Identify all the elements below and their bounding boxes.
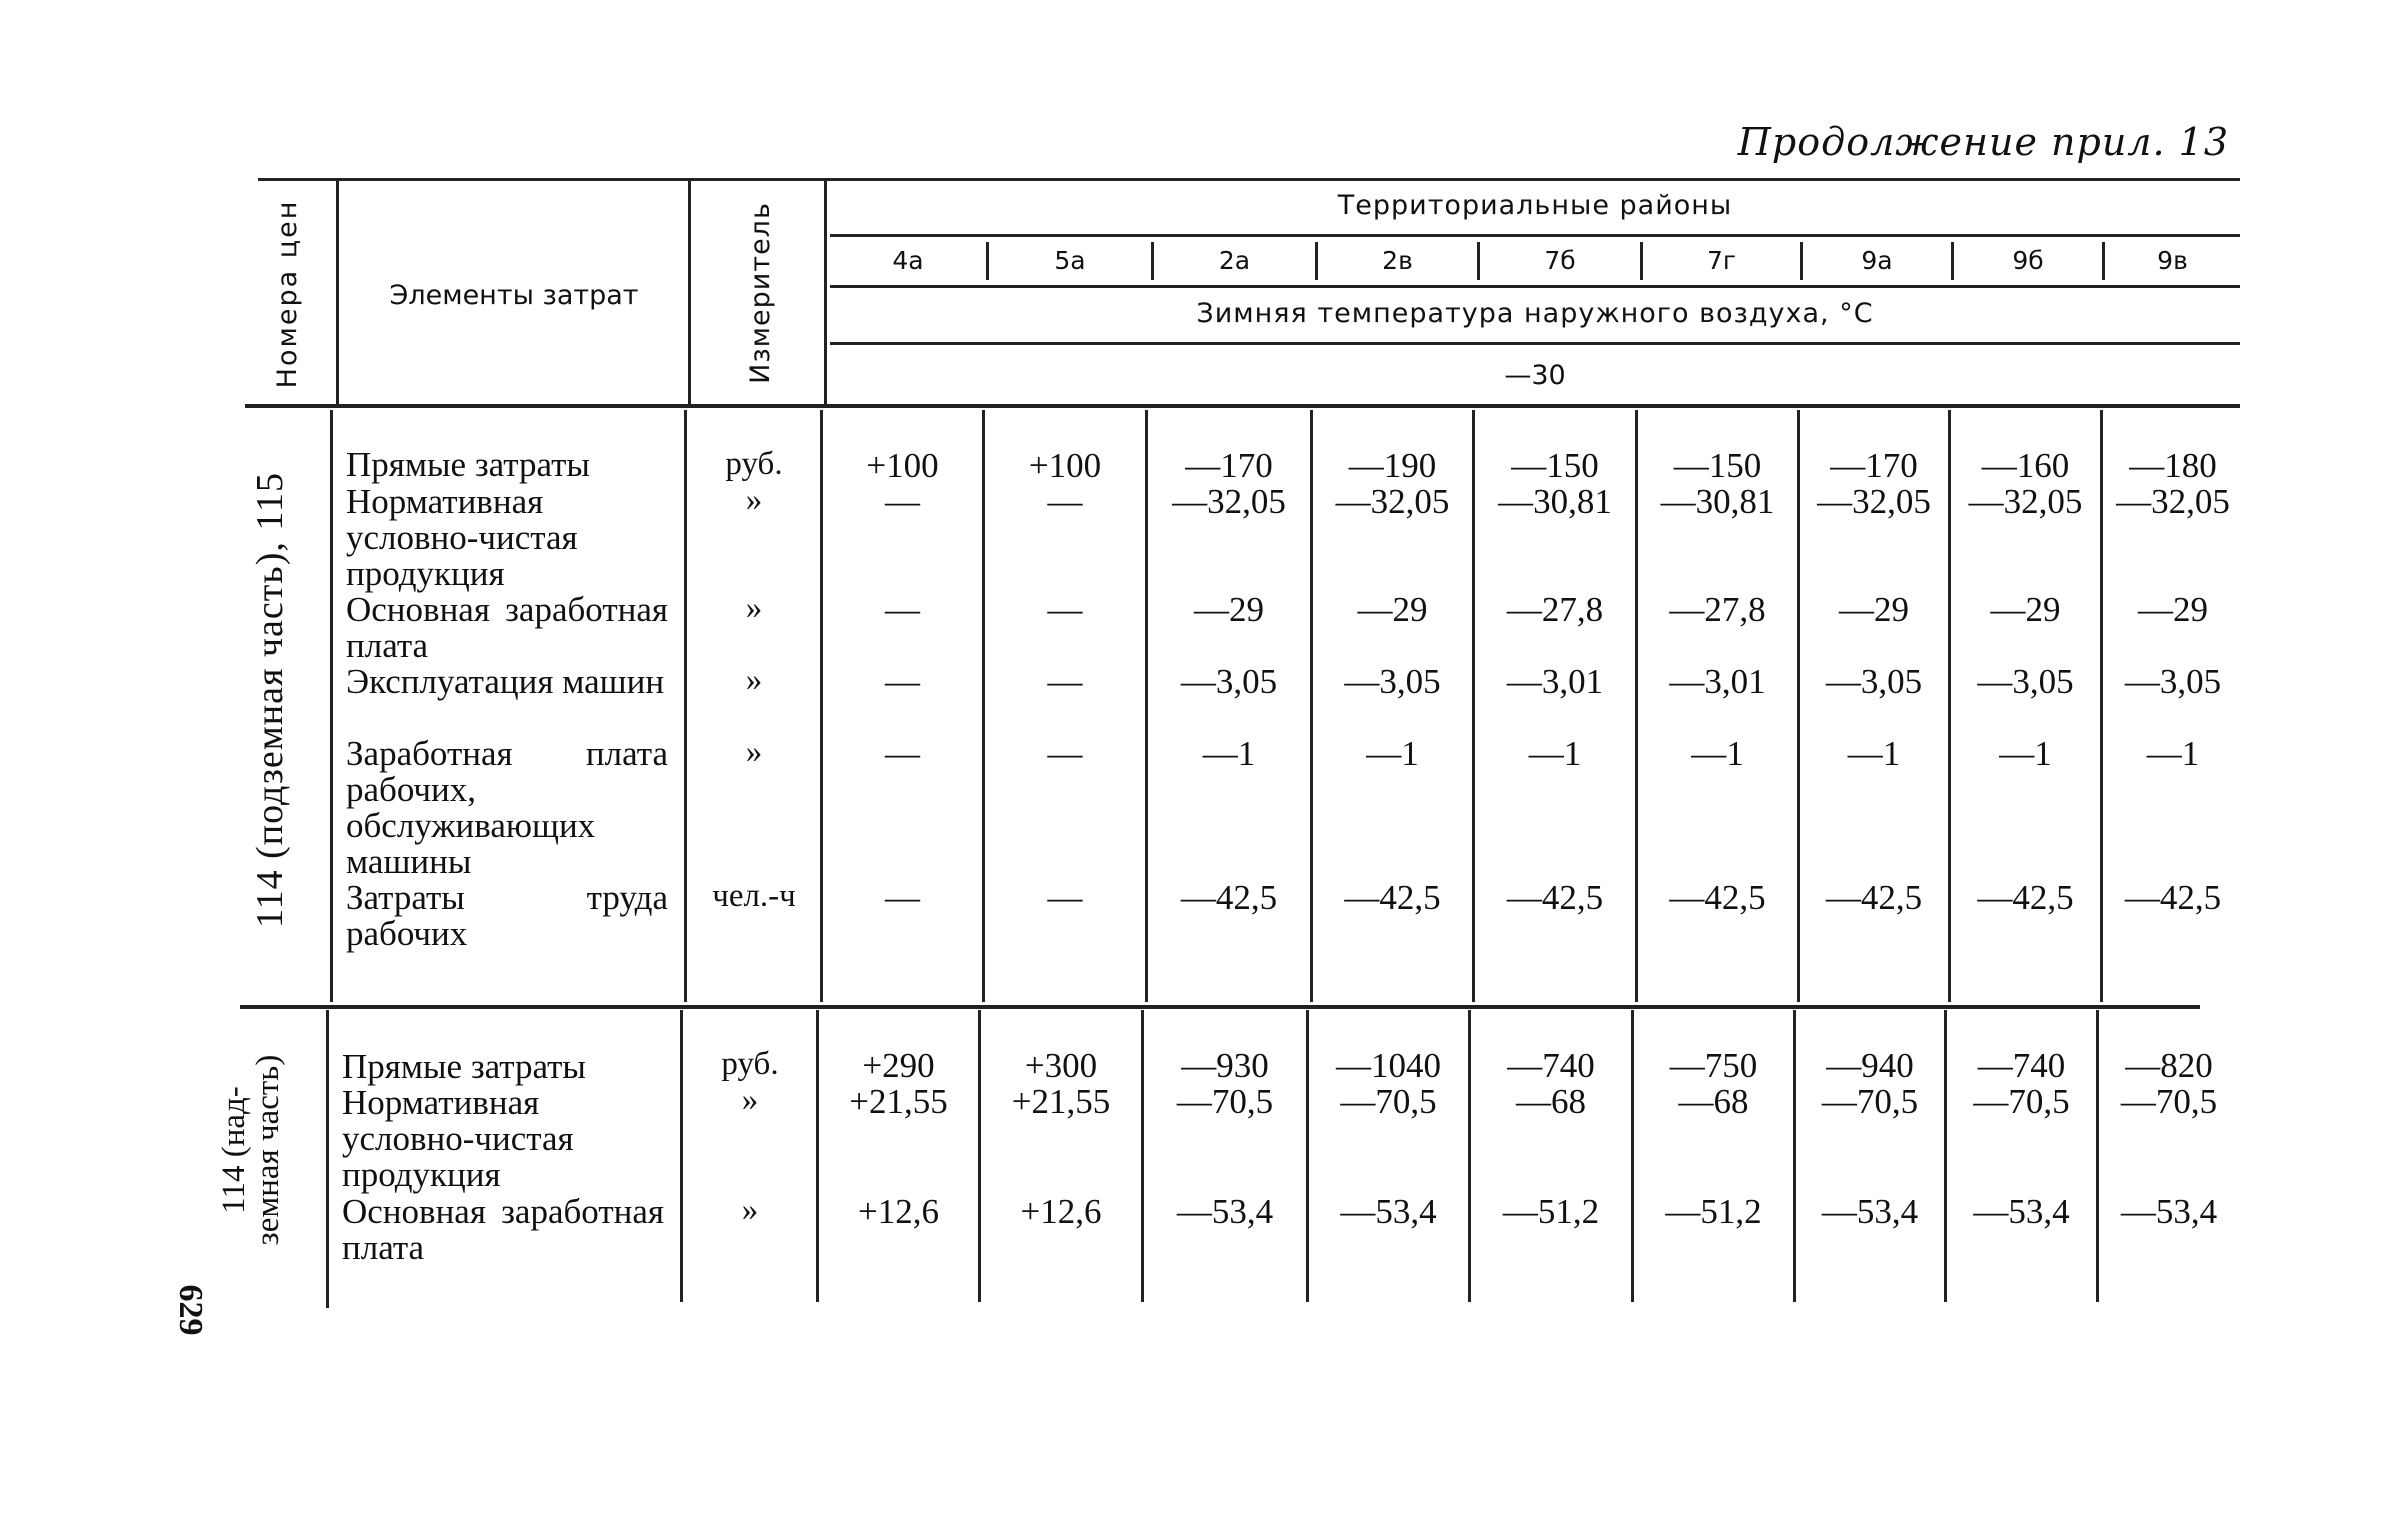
element-name: Затраты труда рабочих: [346, 878, 668, 953]
unit-cell: »: [745, 482, 763, 518]
page-number: 629: [172, 1284, 209, 1336]
value-cell: —29: [1357, 590, 1428, 629]
value-cell: —27,8: [1669, 590, 1766, 629]
unit-cell: »: [741, 1082, 759, 1118]
value-cell: —: [885, 662, 920, 701]
element-name: Прямые затраты: [342, 1047, 586, 1086]
value-cell: —32,05: [1817, 482, 1931, 521]
value-cell: —42,5: [1977, 878, 2074, 917]
unit-cell: »: [745, 590, 763, 626]
value-cell: —170: [1185, 446, 1273, 485]
value-cell: —: [885, 590, 920, 629]
value-cell: —: [1047, 662, 1083, 701]
rule-regions-top: [830, 234, 2240, 237]
value-cell: —70,5: [1340, 1082, 1437, 1121]
rule-g1-col-2: [684, 410, 687, 1002]
value-cell: —150: [1511, 446, 1599, 485]
region-header-7g: 7г: [1706, 246, 1737, 275]
rule-col-elements-left: [336, 180, 339, 406]
group-label-aboveground: [217, 980, 293, 1320]
value-cell: —3,05: [1825, 662, 1923, 701]
value-cell: +100: [1028, 446, 1102, 485]
value-cell: —51,2: [1502, 1192, 1600, 1231]
value-cell: +12,6: [1020, 1192, 1102, 1231]
value-cell: —53,4: [1340, 1192, 1437, 1231]
value-cell: —29: [1990, 590, 2061, 629]
rule-col-unit-left: [688, 180, 691, 406]
value-cell: —1: [1847, 734, 1901, 773]
value-cell: —740: [1507, 1046, 1595, 1085]
header-regions-title: Территориальные районы: [1337, 190, 1733, 221]
value-cell: —29: [1194, 590, 1264, 629]
value-cell: —70,5: [1821, 1082, 1919, 1121]
rule-group-separator: [240, 1005, 2200, 1009]
element-name: Эксплуатация машин: [346, 662, 665, 701]
value-cell: —42,5: [1180, 878, 1278, 917]
unit-cell: руб.: [721, 1046, 779, 1082]
value-cell: —: [885, 482, 920, 521]
region-header-9a: 9а: [1861, 246, 1893, 275]
value-cell: —3,05: [2124, 662, 2222, 701]
value-cell: —750: [1669, 1046, 1758, 1085]
rule-header-bottom: [245, 404, 2240, 408]
value-cell: —70,5: [1973, 1082, 2070, 1121]
running-head: Продолжение прил. 13: [1737, 120, 2229, 164]
value-cell: —1: [2146, 734, 2200, 773]
value-cell: —32,05: [1968, 482, 2083, 521]
value-cell: —68: [1516, 1082, 1586, 1121]
value-cell: —: [885, 734, 920, 773]
group-label-underground: 114 (подземная часть), 115: [249, 472, 291, 928]
value-cell: —68: [1678, 1082, 1749, 1121]
value-cell: —51,2: [1665, 1192, 1762, 1231]
value-cell: +21,55: [849, 1082, 948, 1121]
value-cell: —53,4: [1176, 1192, 1274, 1231]
value-cell: —930: [1181, 1046, 1269, 1085]
rule-regions-bottom: [830, 285, 2240, 288]
rule-temp-bottom: [830, 342, 2240, 345]
value-cell: —3,05: [1977, 662, 2074, 701]
element-name: Нормативная условно-чистая продукция: [346, 482, 578, 593]
rule-g2-col-1: [326, 1010, 329, 1308]
header-unit: Измеритель: [745, 202, 776, 384]
value-cell: —32,05: [1172, 482, 1286, 521]
value-cell: —170: [1830, 446, 1918, 485]
header-elements: Элементы затрат: [389, 280, 639, 311]
value-cell: —70,5: [1176, 1082, 1274, 1121]
value-cell: +21,55: [1011, 1082, 1111, 1121]
value-cell: —: [1047, 590, 1083, 629]
value-cell: —1: [1691, 734, 1744, 773]
value-cell: —820: [2125, 1046, 2213, 1085]
value-cell: —70,5: [2120, 1082, 2218, 1121]
value-cell: —42,5: [1344, 878, 1441, 917]
value-cell: +12,6: [858, 1192, 939, 1231]
value-cell: —1: [1202, 734, 1256, 773]
element-name: Прямые затраты: [346, 445, 590, 484]
value-cell: —42,5: [2124, 878, 2222, 917]
region-header-2a: 2а: [1218, 246, 1251, 275]
value-cell: —42,5: [1506, 878, 1604, 917]
value-cell: —53,4: [2120, 1192, 2218, 1231]
value-cell: —3,05: [1344, 662, 1441, 701]
value-cell: —740: [1977, 1046, 2066, 1085]
rule-col-regions-left: [824, 180, 827, 406]
value-cell: —30,81: [1498, 482, 1612, 521]
region-header-7b: 7б: [1544, 246, 1576, 275]
value-cell: —29: [1839, 590, 1909, 629]
element-name: Нормативная условно-чистая продукция: [342, 1083, 574, 1194]
region-header-9v: 9в: [2157, 246, 2188, 275]
rule-g2-col-2: [680, 1010, 683, 1302]
element-name: Основная заработная плата: [346, 590, 668, 665]
value-cell: —32,05: [2116, 482, 2230, 521]
value-cell: —: [885, 878, 920, 917]
rule-top: [258, 178, 2240, 181]
header-temperature-value: —30: [1504, 360, 1566, 391]
element-name: Заработная плата рабочих, обслуживающих машины: [346, 734, 668, 881]
unit-cell: чел.-ч: [712, 878, 796, 914]
region-header-5a: 5а: [1054, 246, 1086, 275]
value-cell: —150: [1673, 446, 1762, 485]
header-temperature-label: Зимняя температура наружного воздуха, °С: [1196, 298, 1874, 329]
unit-cell: »: [741, 1192, 759, 1228]
region-header-2v: 2в: [1382, 246, 1413, 275]
unit-cell: »: [745, 734, 763, 770]
value-cell: —3,05: [1180, 662, 1278, 701]
value-cell: —42,5: [1669, 878, 1766, 917]
unit-cell: руб.: [725, 446, 783, 482]
header-price-numbers: Номера цен: [272, 199, 303, 389]
value-cell: —1: [1528, 734, 1582, 773]
value-cell: —: [1047, 482, 1083, 521]
value-cell: —: [1047, 734, 1083, 773]
value-cell: —1: [1366, 734, 1419, 773]
value-cell: +290: [862, 1046, 935, 1085]
unit-cell: »: [745, 662, 763, 698]
element-name: Основная заработная плата: [342, 1192, 664, 1267]
value-cell: —160: [1981, 446, 2070, 485]
group-label-line2: земная часть): [250, 1054, 286, 1246]
value-cell: —940: [1826, 1046, 1914, 1085]
value-cell: —53,4: [1821, 1192, 1919, 1231]
value-cell: —1: [1999, 734, 2052, 773]
value-cell: —30,81: [1660, 482, 1775, 521]
value-cell: —180: [2129, 446, 2217, 485]
rule-g1-col-1: [330, 410, 333, 1002]
value-cell: —32,05: [1335, 482, 1450, 521]
value-cell: —53,4: [1973, 1192, 2070, 1231]
value-cell: —42,5: [1825, 878, 1923, 917]
value-cell: +100: [866, 446, 939, 485]
value-cell: +300: [1024, 1046, 1098, 1085]
value-cell: —190: [1348, 446, 1437, 485]
group-label-line1: 114 (над-: [216, 1086, 252, 1214]
value-cell: —: [1047, 878, 1083, 917]
value-cell: —27,8: [1506, 590, 1604, 629]
value-cell: —1040: [1336, 1046, 1441, 1085]
value-cell: —3,01: [1506, 662, 1604, 701]
region-header-9b: 9б: [2012, 246, 2044, 275]
value-cell: —29: [2138, 590, 2208, 629]
region-header-4a: 4а: [892, 246, 924, 275]
value-cell: —3,01: [1669, 662, 1766, 701]
